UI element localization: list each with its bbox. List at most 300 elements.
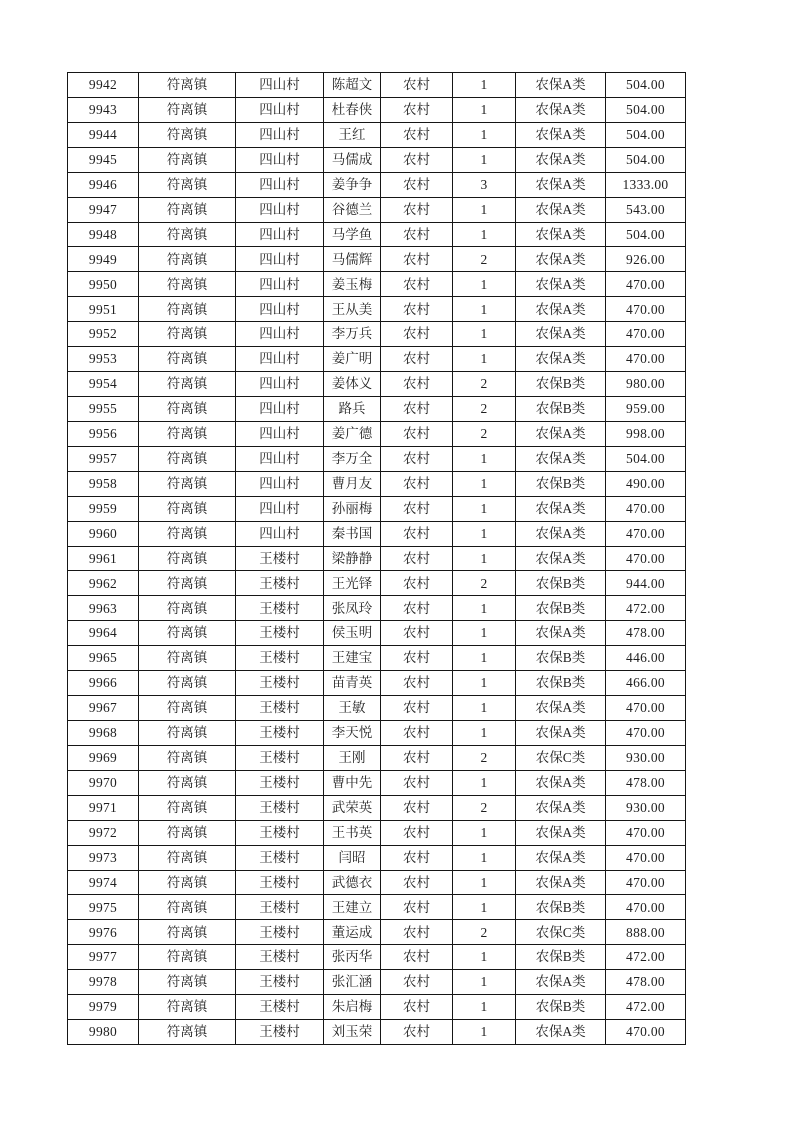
cell-town: 符离镇 xyxy=(139,446,236,471)
cell-residence-type: 农村 xyxy=(381,247,453,272)
cell-person-name: 杜春侠 xyxy=(324,97,381,122)
cell-record-number: 9948 xyxy=(68,222,139,247)
cell-amount: 470.00 xyxy=(606,347,686,372)
cell-amount: 446.00 xyxy=(606,646,686,671)
cell-insurance-category: 农保B类 xyxy=(516,596,606,621)
cell-record-number: 9953 xyxy=(68,347,139,372)
cell-record-number: 9974 xyxy=(68,870,139,895)
cell-person-name: 王建宝 xyxy=(324,646,381,671)
table-row xyxy=(68,571,686,596)
cell-residence-type: 农村 xyxy=(381,396,453,421)
cell-town: 符离镇 xyxy=(139,372,236,397)
cell-town: 符离镇 xyxy=(139,696,236,721)
cell-person-count: 1 xyxy=(453,770,516,795)
cell-village: 王楼村 xyxy=(236,1020,324,1045)
cell-record-number: 9965 xyxy=(68,646,139,671)
cell-amount: 944.00 xyxy=(606,571,686,596)
cell-record-number: 9972 xyxy=(68,820,139,845)
cell-village: 王楼村 xyxy=(236,895,324,920)
cell-residence-type: 农村 xyxy=(381,845,453,870)
cell-town: 符离镇 xyxy=(139,521,236,546)
cell-amount: 504.00 xyxy=(606,147,686,172)
cell-record-number: 9957 xyxy=(68,446,139,471)
cell-insurance-category: 农保B类 xyxy=(516,571,606,596)
cell-village: 四山村 xyxy=(236,396,324,421)
cell-town: 符离镇 xyxy=(139,496,236,521)
cell-town: 符离镇 xyxy=(139,820,236,845)
cell-village: 王楼村 xyxy=(236,671,324,696)
cell-person-name: 王刚 xyxy=(324,745,381,770)
table-row xyxy=(68,197,686,222)
cell-record-number: 9963 xyxy=(68,596,139,621)
table-row xyxy=(68,820,686,845)
cell-insurance-category: 农保A类 xyxy=(516,272,606,297)
cell-person-count: 1 xyxy=(453,272,516,297)
table-row xyxy=(68,247,686,272)
cell-record-number: 9977 xyxy=(68,945,139,970)
cell-residence-type: 农村 xyxy=(381,372,453,397)
cell-record-number: 9968 xyxy=(68,720,139,745)
cell-amount: 478.00 xyxy=(606,621,686,646)
cell-insurance-category: 农保B类 xyxy=(516,646,606,671)
cell-village: 王楼村 xyxy=(236,571,324,596)
cell-insurance-category: 农保A类 xyxy=(516,870,606,895)
cell-village: 四山村 xyxy=(236,446,324,471)
cell-record-number: 9975 xyxy=(68,895,139,920)
cell-insurance-category: 农保B类 xyxy=(516,895,606,920)
cell-person-count: 1 xyxy=(453,671,516,696)
cell-village: 四山村 xyxy=(236,272,324,297)
cell-person-name: 李万兵 xyxy=(324,322,381,347)
cell-record-number: 9959 xyxy=(68,496,139,521)
cell-town: 符离镇 xyxy=(139,172,236,197)
cell-village: 四山村 xyxy=(236,97,324,122)
cell-amount: 470.00 xyxy=(606,1020,686,1045)
cell-insurance-category: 农保A类 xyxy=(516,421,606,446)
cell-insurance-category: 农保A类 xyxy=(516,122,606,147)
cell-person-name: 谷德兰 xyxy=(324,197,381,222)
cell-amount: 998.00 xyxy=(606,421,686,446)
cell-person-count: 1 xyxy=(453,122,516,147)
cell-amount: 543.00 xyxy=(606,197,686,222)
cell-person-count: 1 xyxy=(453,297,516,322)
cell-residence-type: 农村 xyxy=(381,820,453,845)
cell-village: 四山村 xyxy=(236,122,324,147)
table-row xyxy=(68,696,686,721)
cell-record-number: 9978 xyxy=(68,970,139,995)
cell-insurance-category: 农保C类 xyxy=(516,745,606,770)
cell-person-name: 曹中先 xyxy=(324,770,381,795)
cell-village: 王楼村 xyxy=(236,995,324,1020)
cell-person-name: 张汇涵 xyxy=(324,970,381,995)
cell-residence-type: 农村 xyxy=(381,347,453,372)
table-row xyxy=(68,546,686,571)
cell-town: 符离镇 xyxy=(139,297,236,322)
cell-person-name: 王光铎 xyxy=(324,571,381,596)
cell-person-count: 2 xyxy=(453,571,516,596)
cell-amount: 980.00 xyxy=(606,372,686,397)
cell-town: 符离镇 xyxy=(139,471,236,496)
cell-residence-type: 农村 xyxy=(381,546,453,571)
cell-amount: 504.00 xyxy=(606,73,686,98)
cell-residence-type: 农村 xyxy=(381,671,453,696)
cell-record-number: 9979 xyxy=(68,995,139,1020)
cell-village: 四山村 xyxy=(236,73,324,98)
cell-village: 四山村 xyxy=(236,322,324,347)
cell-village: 四山村 xyxy=(236,347,324,372)
table-row xyxy=(68,745,686,770)
cell-person-name: 曹月友 xyxy=(324,471,381,496)
cell-person-count: 1 xyxy=(453,97,516,122)
cell-village: 王楼村 xyxy=(236,770,324,795)
cell-village: 王楼村 xyxy=(236,845,324,870)
cell-amount: 470.00 xyxy=(606,820,686,845)
cell-person-count: 1 xyxy=(453,845,516,870)
cell-person-count: 1 xyxy=(453,322,516,347)
cell-residence-type: 农村 xyxy=(381,322,453,347)
cell-person-name: 武荣英 xyxy=(324,795,381,820)
cell-village: 王楼村 xyxy=(236,696,324,721)
table-row xyxy=(68,396,686,421)
cell-residence-type: 农村 xyxy=(381,122,453,147)
table-row xyxy=(68,521,686,546)
cell-amount: 930.00 xyxy=(606,745,686,770)
cell-insurance-category: 农保A类 xyxy=(516,795,606,820)
table-row xyxy=(68,421,686,446)
cell-person-count: 1 xyxy=(453,147,516,172)
cell-person-name: 王书英 xyxy=(324,820,381,845)
cell-village: 王楼村 xyxy=(236,621,324,646)
cell-amount: 470.00 xyxy=(606,696,686,721)
cell-town: 符离镇 xyxy=(139,222,236,247)
cell-person-count: 2 xyxy=(453,396,516,421)
cell-person-count: 1 xyxy=(453,347,516,372)
cell-person-name: 秦书国 xyxy=(324,521,381,546)
cell-residence-type: 农村 xyxy=(381,745,453,770)
cell-village: 王楼村 xyxy=(236,970,324,995)
cell-amount: 470.00 xyxy=(606,322,686,347)
cell-amount: 504.00 xyxy=(606,222,686,247)
cell-person-count: 2 xyxy=(453,372,516,397)
cell-residence-type: 农村 xyxy=(381,97,453,122)
cell-town: 符离镇 xyxy=(139,73,236,98)
cell-town: 符离镇 xyxy=(139,347,236,372)
table-row xyxy=(68,446,686,471)
table-row xyxy=(68,172,686,197)
cell-village: 王楼村 xyxy=(236,646,324,671)
cell-person-count: 1 xyxy=(453,970,516,995)
cell-town: 符离镇 xyxy=(139,895,236,920)
cell-residence-type: 农村 xyxy=(381,197,453,222)
cell-person-name: 马学鱼 xyxy=(324,222,381,247)
table-row xyxy=(68,870,686,895)
cell-person-count: 1 xyxy=(453,521,516,546)
cell-record-number: 9961 xyxy=(68,546,139,571)
cell-person-name: 朱启梅 xyxy=(324,995,381,1020)
cell-insurance-category: 农保A类 xyxy=(516,97,606,122)
cell-record-number: 9980 xyxy=(68,1020,139,1045)
cell-residence-type: 农村 xyxy=(381,795,453,820)
cell-village: 四山村 xyxy=(236,471,324,496)
cell-record-number: 9962 xyxy=(68,571,139,596)
cell-village: 王楼村 xyxy=(236,596,324,621)
cell-town: 符离镇 xyxy=(139,870,236,895)
cell-record-number: 9955 xyxy=(68,396,139,421)
table-row xyxy=(68,720,686,745)
cell-village: 四山村 xyxy=(236,222,324,247)
cell-town: 符离镇 xyxy=(139,147,236,172)
cell-record-number: 9970 xyxy=(68,770,139,795)
cell-insurance-category: 农保A类 xyxy=(516,845,606,870)
cell-town: 符离镇 xyxy=(139,945,236,970)
cell-person-name: 陈超文 xyxy=(324,73,381,98)
cell-village: 四山村 xyxy=(236,197,324,222)
cell-residence-type: 农村 xyxy=(381,895,453,920)
cell-amount: 466.00 xyxy=(606,671,686,696)
cell-residence-type: 农村 xyxy=(381,870,453,895)
cell-amount: 490.00 xyxy=(606,471,686,496)
cell-amount: 504.00 xyxy=(606,97,686,122)
cell-record-number: 9964 xyxy=(68,621,139,646)
cell-residence-type: 农村 xyxy=(381,621,453,646)
cell-town: 符离镇 xyxy=(139,646,236,671)
cell-town: 符离镇 xyxy=(139,122,236,147)
cell-town: 符离镇 xyxy=(139,272,236,297)
table-row xyxy=(68,496,686,521)
cell-record-number: 9952 xyxy=(68,322,139,347)
cell-village: 王楼村 xyxy=(236,795,324,820)
cell-person-name: 闫昭 xyxy=(324,845,381,870)
cell-record-number: 9958 xyxy=(68,471,139,496)
cell-amount: 470.00 xyxy=(606,870,686,895)
cell-amount: 504.00 xyxy=(606,122,686,147)
cell-insurance-category: 农保A类 xyxy=(516,970,606,995)
table-row xyxy=(68,97,686,122)
cell-person-count: 1 xyxy=(453,945,516,970)
cell-insurance-category: 农保A类 xyxy=(516,496,606,521)
insurance-payment-table xyxy=(67,72,686,1045)
cell-residence-type: 农村 xyxy=(381,446,453,471)
table-row xyxy=(68,920,686,945)
table-row xyxy=(68,795,686,820)
cell-village: 王楼村 xyxy=(236,745,324,770)
cell-amount: 470.00 xyxy=(606,297,686,322)
cell-insurance-category: 农保A类 xyxy=(516,347,606,372)
cell-town: 符离镇 xyxy=(139,745,236,770)
cell-amount: 470.00 xyxy=(606,521,686,546)
cell-residence-type: 农村 xyxy=(381,770,453,795)
cell-town: 符离镇 xyxy=(139,770,236,795)
cell-insurance-category: 农保A类 xyxy=(516,521,606,546)
cell-person-name: 王从美 xyxy=(324,297,381,322)
cell-person-count: 1 xyxy=(453,646,516,671)
cell-person-count: 2 xyxy=(453,421,516,446)
table-row xyxy=(68,147,686,172)
table-row xyxy=(68,297,686,322)
cell-record-number: 9942 xyxy=(68,73,139,98)
cell-town: 符离镇 xyxy=(139,546,236,571)
cell-person-name: 姜广明 xyxy=(324,347,381,372)
table-row xyxy=(68,347,686,372)
cell-village: 四山村 xyxy=(236,297,324,322)
table-row xyxy=(68,272,686,297)
table-row xyxy=(68,646,686,671)
table-row xyxy=(68,322,686,347)
cell-town: 符离镇 xyxy=(139,1020,236,1045)
cell-person-count: 1 xyxy=(453,895,516,920)
cell-residence-type: 农村 xyxy=(381,73,453,98)
cell-person-name: 董运成 xyxy=(324,920,381,945)
cell-town: 符离镇 xyxy=(139,197,236,222)
cell-person-count: 1 xyxy=(453,720,516,745)
cell-residence-type: 农村 xyxy=(381,970,453,995)
cell-person-name: 侯玉明 xyxy=(324,621,381,646)
cell-person-count: 1 xyxy=(453,995,516,1020)
cell-person-name: 武德衣 xyxy=(324,870,381,895)
cell-record-number: 9976 xyxy=(68,920,139,945)
cell-amount: 472.00 xyxy=(606,596,686,621)
cell-town: 符离镇 xyxy=(139,247,236,272)
cell-amount: 478.00 xyxy=(606,970,686,995)
cell-village: 王楼村 xyxy=(236,820,324,845)
cell-record-number: 9950 xyxy=(68,272,139,297)
cell-insurance-category: 农保A类 xyxy=(516,720,606,745)
table-row xyxy=(68,895,686,920)
table-row xyxy=(68,1020,686,1045)
cell-village: 四山村 xyxy=(236,496,324,521)
table-row xyxy=(68,970,686,995)
cell-residence-type: 农村 xyxy=(381,421,453,446)
cell-town: 符离镇 xyxy=(139,322,236,347)
cell-person-name: 姜广德 xyxy=(324,421,381,446)
cell-residence-type: 农村 xyxy=(381,596,453,621)
cell-amount: 888.00 xyxy=(606,920,686,945)
cell-record-number: 9960 xyxy=(68,521,139,546)
cell-person-count: 3 xyxy=(453,172,516,197)
cell-amount: 504.00 xyxy=(606,446,686,471)
cell-insurance-category: 农保B类 xyxy=(516,671,606,696)
cell-insurance-category: 农保A类 xyxy=(516,197,606,222)
cell-record-number: 9947 xyxy=(68,197,139,222)
cell-amount: 930.00 xyxy=(606,795,686,820)
cell-amount: 959.00 xyxy=(606,396,686,421)
cell-residence-type: 农村 xyxy=(381,920,453,945)
table-row xyxy=(68,845,686,870)
cell-person-name: 张丙华 xyxy=(324,945,381,970)
cell-person-count: 1 xyxy=(453,820,516,845)
table-row xyxy=(68,73,686,98)
cell-person-count: 1 xyxy=(453,222,516,247)
cell-insurance-category: 农保A类 xyxy=(516,446,606,471)
cell-amount: 470.00 xyxy=(606,272,686,297)
cell-residence-type: 农村 xyxy=(381,222,453,247)
cell-record-number: 9949 xyxy=(68,247,139,272)
cell-person-count: 1 xyxy=(453,870,516,895)
cell-record-number: 9956 xyxy=(68,421,139,446)
table-row xyxy=(68,995,686,1020)
cell-person-name: 马儒辉 xyxy=(324,247,381,272)
cell-residence-type: 农村 xyxy=(381,496,453,521)
cell-person-name: 王建立 xyxy=(324,895,381,920)
cell-person-name: 王敏 xyxy=(324,696,381,721)
table-row xyxy=(68,596,686,621)
cell-amount: 470.00 xyxy=(606,720,686,745)
cell-record-number: 9954 xyxy=(68,372,139,397)
cell-person-name: 张凤玲 xyxy=(324,596,381,621)
cell-person-count: 2 xyxy=(453,745,516,770)
cell-town: 符离镇 xyxy=(139,970,236,995)
cell-insurance-category: 农保A类 xyxy=(516,172,606,197)
cell-person-name: 姜争争 xyxy=(324,172,381,197)
cell-village: 四山村 xyxy=(236,147,324,172)
cell-residence-type: 农村 xyxy=(381,297,453,322)
cell-record-number: 9973 xyxy=(68,845,139,870)
cell-person-count: 2 xyxy=(453,920,516,945)
cell-person-count: 1 xyxy=(453,696,516,721)
cell-person-count: 1 xyxy=(453,621,516,646)
table-row xyxy=(68,621,686,646)
cell-person-name: 路兵 xyxy=(324,396,381,421)
cell-record-number: 9967 xyxy=(68,696,139,721)
cell-record-number: 9951 xyxy=(68,297,139,322)
cell-town: 符离镇 xyxy=(139,421,236,446)
cell-insurance-category: 农保B类 xyxy=(516,372,606,397)
cell-person-count: 2 xyxy=(453,247,516,272)
cell-person-name: 苗青英 xyxy=(324,671,381,696)
cell-insurance-category: 农保A类 xyxy=(516,247,606,272)
table-row xyxy=(68,222,686,247)
table-row xyxy=(68,372,686,397)
cell-insurance-category: 农保B类 xyxy=(516,995,606,1020)
cell-town: 符离镇 xyxy=(139,571,236,596)
cell-record-number: 9945 xyxy=(68,147,139,172)
cell-person-count: 1 xyxy=(453,546,516,571)
cell-insurance-category: 农保A类 xyxy=(516,770,606,795)
cell-insurance-category: 农保B类 xyxy=(516,945,606,970)
cell-village: 四山村 xyxy=(236,247,324,272)
table-row xyxy=(68,770,686,795)
cell-residence-type: 农村 xyxy=(381,995,453,1020)
cell-town: 符离镇 xyxy=(139,920,236,945)
cell-person-name: 孙丽梅 xyxy=(324,496,381,521)
cell-amount: 926.00 xyxy=(606,247,686,272)
cell-insurance-category: 农保A类 xyxy=(516,1020,606,1045)
cell-insurance-category: 农保A类 xyxy=(516,73,606,98)
cell-town: 符离镇 xyxy=(139,795,236,820)
cell-town: 符离镇 xyxy=(139,97,236,122)
cell-record-number: 9971 xyxy=(68,795,139,820)
cell-residence-type: 农村 xyxy=(381,521,453,546)
cell-residence-type: 农村 xyxy=(381,272,453,297)
cell-village: 四山村 xyxy=(236,172,324,197)
cell-village: 四山村 xyxy=(236,521,324,546)
cell-person-name: 王红 xyxy=(324,122,381,147)
table-row xyxy=(68,671,686,696)
cell-insurance-category: 农保A类 xyxy=(516,222,606,247)
cell-insurance-category: 农保A类 xyxy=(516,546,606,571)
cell-person-count: 1 xyxy=(453,197,516,222)
cell-person-name: 李万全 xyxy=(324,446,381,471)
table-row xyxy=(68,471,686,496)
cell-insurance-category: 农保A类 xyxy=(516,147,606,172)
cell-record-number: 9946 xyxy=(68,172,139,197)
cell-insurance-category: 农保B类 xyxy=(516,396,606,421)
cell-amount: 478.00 xyxy=(606,770,686,795)
cell-residence-type: 农村 xyxy=(381,720,453,745)
cell-person-name: 刘玉荣 xyxy=(324,1020,381,1045)
cell-village: 王楼村 xyxy=(236,870,324,895)
cell-village: 王楼村 xyxy=(236,920,324,945)
